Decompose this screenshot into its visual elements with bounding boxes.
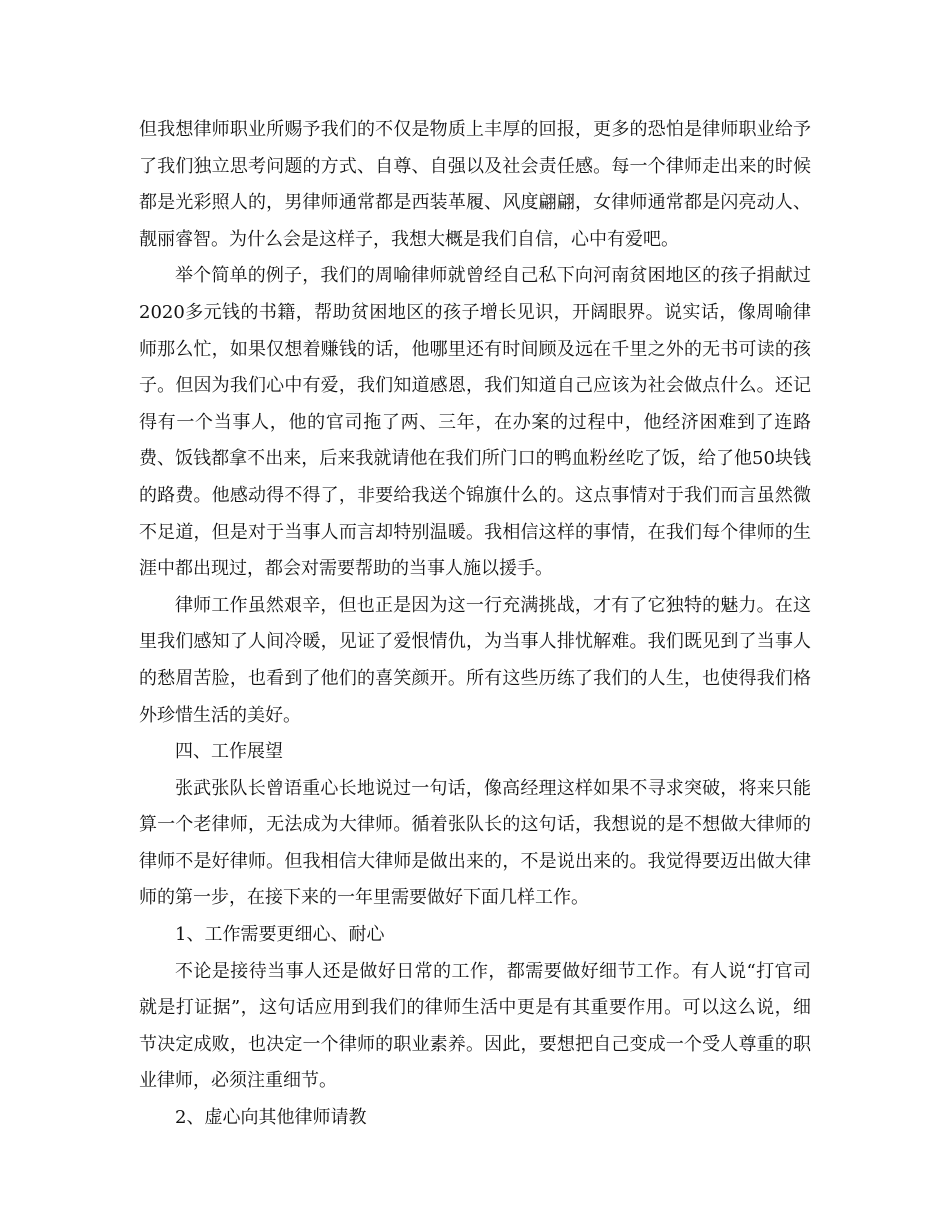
body-paragraph: 举个简单的例子，我们的周喻律师就曾经自己私下向河南贫困地区的孩子捐献过2020多元钱的书籍，帮助贫困地区的孩子增长见识，开阔眼界。说实话，像周喻律师那么忙，如果仅想着赚钱的话，他哪里还有时间顾及远在千里之外的无书可读的孩子。但因为我们心中有爱，我们知道感恩，我们知道自己应该为社会做点什么。还记得有一个当事人，他的官司拖了两、三年，在办案的过程中，他经济困难到了连路费、饭钱都拿不出来，后来我就请他在我们所门口的鸭血粉丝吃了饭，给了他50块钱的路费。他感动得不得了，非要给我送个锦旗什么的。这点事情对于我们而言虽然微不足道，但是对于当事人而言却特别温暖。我相信这样的事情，在我们每个律师的生涯中都出现过，都会对需要帮助的当事人施以援手。 [139, 265, 811, 580]
body-paragraph: 但我想律师职业所赐予我们的不仅是物质上丰厚的回报，更多的恐怕是律师职业给予了我们独立思考问题的方式、自尊、自强以及社会责任感。每一个律师走出来的时候都是光彩照人的，男律师通常都是西装革履、风度翩翩，女律师通常都是闪亮动人、靓丽睿智。为什么会是这样子，我想大概是我们自信，心中有爱吧。 [139, 119, 811, 250]
subsection-heading: 1、工作需要更细心、耐心 [175, 924, 385, 946]
body-paragraph: 律师工作虽然艰辛，但也正是因为这一行充满挑战，才有了它独特的魅力。在这里我们感知了人间冷暖，见证了爱恨情仇，为当事人排忧解难。我们既见到了当事人的愁眉苦脸，也看到了他们的喜笑颜开。所有这些历练了我们的人生，也使得我们格外珍惜生活的美好。 [139, 594, 811, 726]
document-body [139, 112, 811, 1137]
subsection-heading: 2、虚心向其他律师请教 [175, 1107, 367, 1129]
section-heading: 四、工作展望 [175, 741, 283, 763]
body-paragraph: 张武张队长曾语重心长地说过一句话，像高经理这样如果不寻求突破，将来只能算一个老律师，无法成为大律师。循着张队长的这句话，我想说的是不想做大律师的律师不是好律师。但我相信大律师是做出来的，不是说出来的。我觉得要迈出做大律师的第一步，在接下来的一年里需要做好下面几样工作。 [139, 777, 811, 909]
body-paragraph: 不论是接待当事人还是做好日常的工作，都需要做好细节工作。有人说“打官司就是打证据”，这句话应用到我们的律师生活中更是有其重要作用。可以这么说，细节决定成败，也决定一个律师的职业素养。因此，要想把自己变成一个受人尊重的职业律师，必须注重细节。 [139, 960, 811, 1092]
